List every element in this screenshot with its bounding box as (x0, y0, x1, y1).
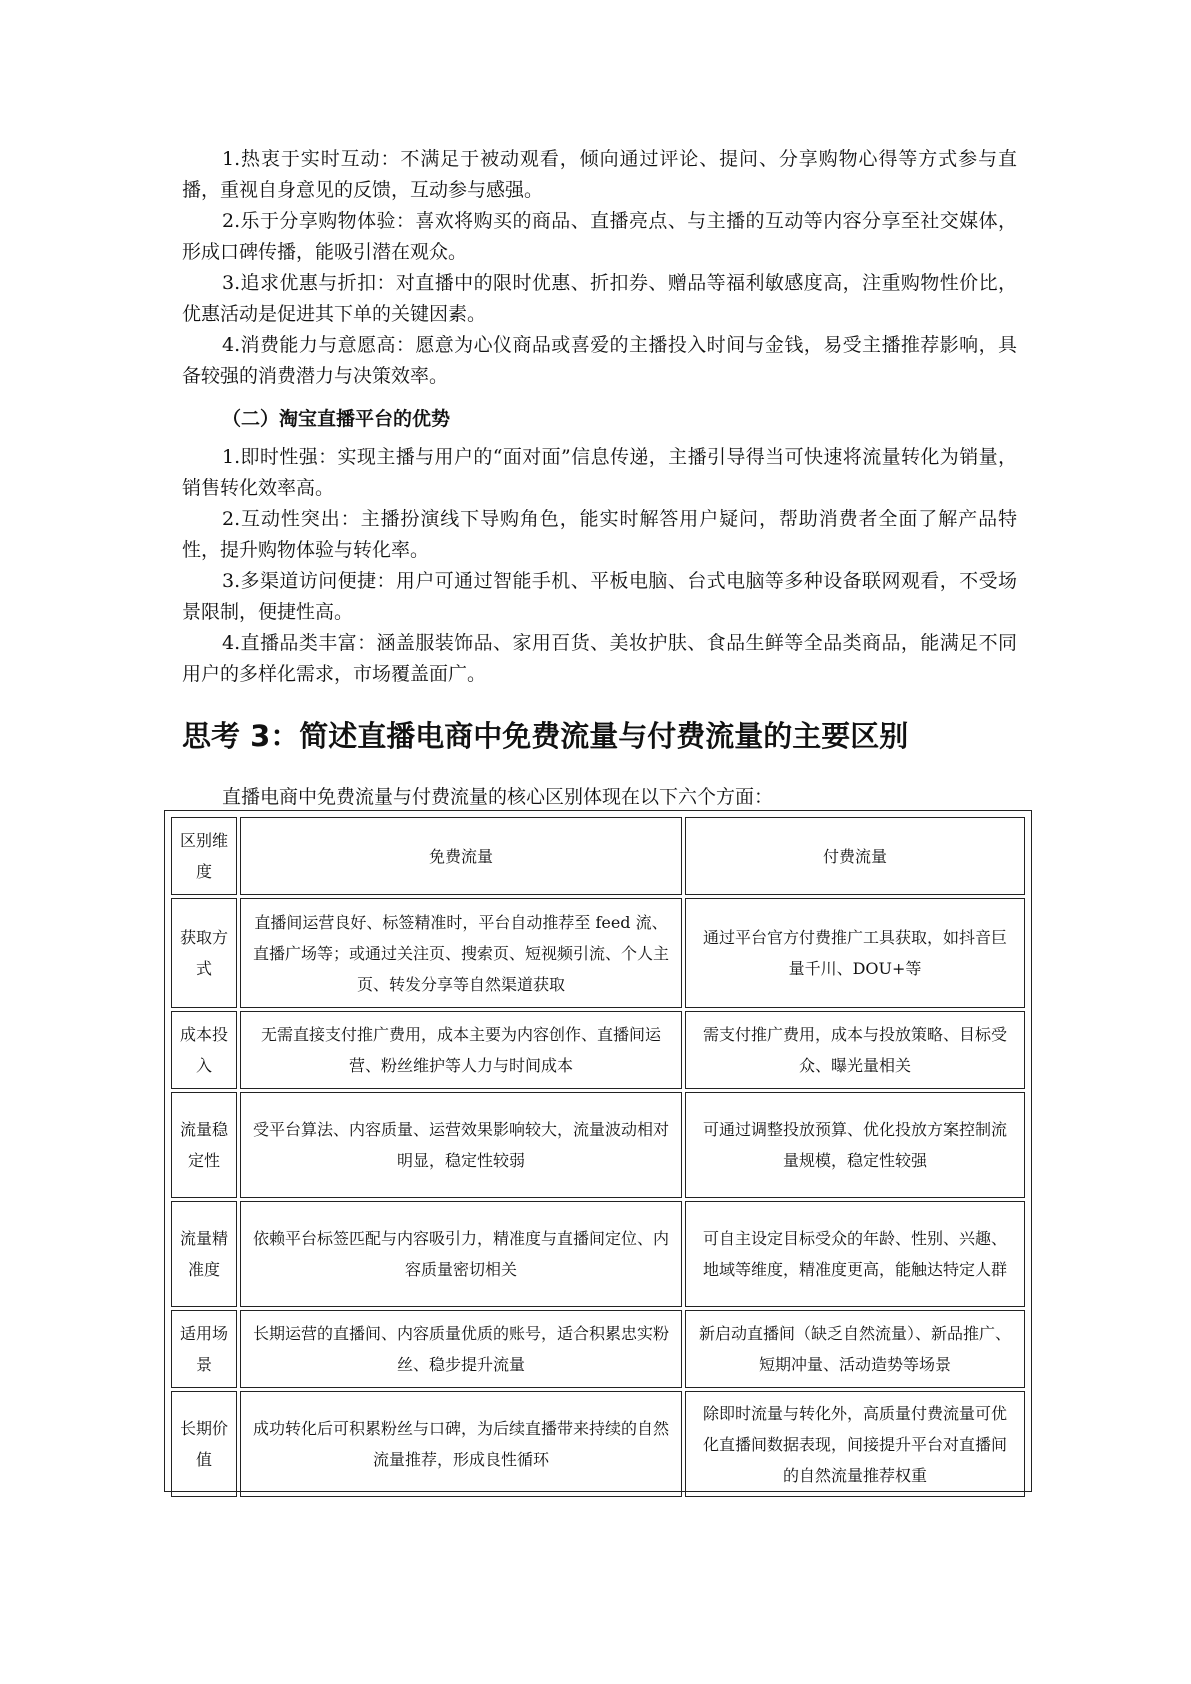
row-dimension: 成本投入 (171, 1011, 237, 1089)
table-row (171, 1011, 1025, 1089)
row-dimension: 流量精准度 (171, 1201, 237, 1307)
paragraph-immediacy: 1.即时性强：实现主播与用户的“面对面”信息传递，主播引导得当可快速将流量转化为销量，销售转化效率高。 (182, 446, 1017, 499)
comparison-table-grid (168, 814, 1028, 1500)
row-free-cell: 无需直接支付推广费用，成本主要为内容创作、直播间运营、粉丝维护等人力与时间成本 (240, 1011, 682, 1089)
row-paid-cell: 可自主设定目标受众的年龄、性别、兴趣、地域等维度，精准度更高，能触达特定人群 (685, 1201, 1025, 1307)
row-paid-cell: 通过平台官方付费推广工具获取，如抖音巨量千川、DOU+等 (685, 898, 1025, 1008)
paragraph-categories: 4.直播品类丰富：涵盖服装饰品、家用百货、美妆护肤、食品生鲜等全品类商品，能满足不同用户的多样化需求，市场覆盖面广。 (182, 632, 1017, 685)
header-free-traffic: 免费流量 (240, 817, 682, 895)
row-dimension: 适用场景 (171, 1310, 237, 1388)
paragraph-interactivity: 2.互动性突出：主播扮演线下导购角色，能实时解答用户疑问，帮助消费者全面了解产品特性，提升购物体验与转化率。 (182, 508, 1017, 561)
row-free-cell: 受平台算法、内容质量、运营效果影响较大，流量波动相对明显，稳定性较弱 (240, 1092, 682, 1198)
header-dimension: 区别维度 (171, 817, 237, 895)
subsection-heading: （二）淘宝直播平台的优势 (222, 408, 451, 430)
paragraph-discount: 3.追求优惠与折扣：对直播中的限时优惠、折扣券、赠品等福利敏感度高，注重购物性价比，优惠活动是促进其下单的关键因素。 (182, 272, 1017, 325)
table-row (171, 1391, 1025, 1497)
header-paid-traffic: 付费流量 (685, 817, 1025, 895)
paragraph-consumption: 4.消费能力与意愿高：愿意为心仪商品或喜爱的主播投入时间与金钱，易受主播推荐影响，具备较强的消费潜力与决策效率。 (182, 334, 1017, 387)
row-free-cell: 直播间运营良好、标签精准时，平台自动推荐至 feed 流、直播广场等；或通过关注页、搜索页、短视频引流、个人主页、转发分享等自然渠道获取 (240, 898, 682, 1008)
paragraph-interaction: 1.热衷于实时互动：不满足于被动观看，倾向通过评论、提问、分享购物心得等方式参与直播，重视自身意见的反馈，互动参与感强。 (182, 148, 1017, 201)
row-paid-cell: 新启动直播间（缺乏自然流量）、新品推广、短期冲量、活动造势等场景 (685, 1310, 1025, 1388)
table-header-row (171, 817, 1025, 895)
paragraph-sharing: 2.乐于分享购物体验：喜欢将购买的商品、直播亮点、与主播的互动等内容分享至社交媒体，形成口碑传播，能吸引潜在观众。 (182, 210, 1017, 263)
row-dimension: 获取方式 (171, 898, 237, 1008)
row-free-cell: 依赖平台标签匹配与内容吸引力，精准度与直播间定位、内容质量密切相关 (240, 1201, 682, 1307)
row-free-cell: 长期运营的直播间、内容质量优质的账号，适合积累忠实粉丝、稳步提升流量 (240, 1310, 682, 1388)
table-row (171, 898, 1025, 1008)
section-title: 思考 3：简述直播电商中免费流量与付费流量的主要区别 (182, 719, 909, 753)
table-row (171, 1092, 1025, 1198)
paragraph-multichannel: 3.多渠道访问便捷：用户可通过智能手机、平板电脑、台式电脑等多种设备联网观看，不受场景限制，便捷性高。 (182, 570, 1017, 623)
row-paid-cell: 可通过调整投放预算、优化投放方案控制流量规模，稳定性较强 (685, 1092, 1025, 1198)
row-dimension: 流量稳定性 (171, 1092, 237, 1198)
table-intro: 直播电商中免费流量与付费流量的核心区别体现在以下六个方面： (222, 786, 774, 808)
row-paid-cell: 除即时流量与转化外，高质量付费流量可优化直播间数据表现，间接提升平台对直播间的自然流量推荐权重 (685, 1391, 1025, 1497)
row-free-cell: 成功转化后可积累粉丝与口碑，为后续直播带来持续的自然流量推荐，形成良性循环 (240, 1391, 682, 1497)
table-row (171, 1201, 1025, 1307)
row-dimension: 长期价值 (171, 1391, 237, 1497)
row-paid-cell: 需支付推广费用，成本与投放策略、目标受众、曝光量相关 (685, 1011, 1025, 1089)
comparison-table (164, 810, 1032, 1492)
table-row (171, 1310, 1025, 1388)
